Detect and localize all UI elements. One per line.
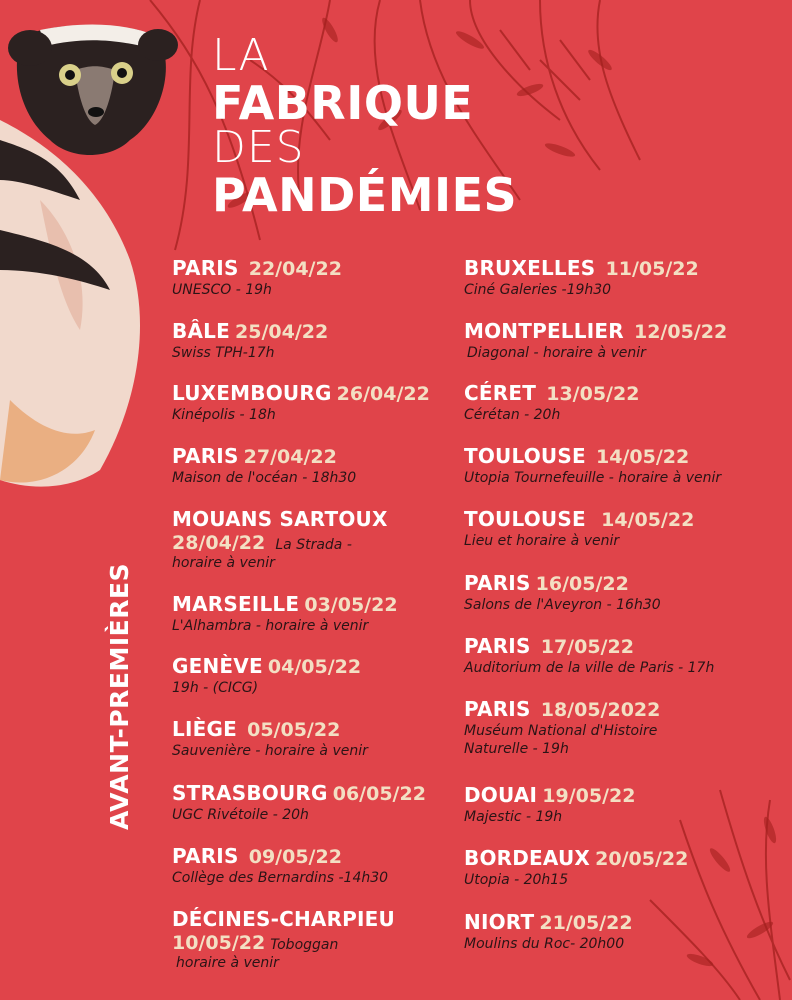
event-date: 13/05/22 [546, 383, 640, 405]
title-line-4: PANDÉMIES [212, 168, 518, 222]
title-line-3: DES [212, 122, 305, 173]
event-date: 16/05/22 [535, 573, 629, 595]
event-date: 25/04/22 [235, 321, 329, 343]
venue-text: Auditorium de la ville de Paris - 17h [464, 660, 715, 676]
venue-text: Collège des Bernardins -14h30 [172, 870, 389, 886]
venue-text: Moulins du Roc- 20h00 [464, 936, 625, 952]
event-date: 22/04/22 [248, 258, 342, 280]
city-name: LIÈGE [172, 717, 237, 741]
list-item [464, 256, 699, 299]
city-name: STRASBOURG [172, 781, 328, 805]
event-date: 14/05/22 [601, 509, 695, 531]
venue-text: Ciné Galeries -19h30 [464, 282, 612, 298]
venue-text: UGC Rivétoile - 20h [172, 807, 309, 823]
venue-text: Diagonal - horaire à venir [467, 345, 646, 361]
title-line-2: FABRIQUE [212, 76, 474, 130]
city-name: DOUAI [464, 783, 538, 807]
venue-text: Lieu et horaire à venir [464, 533, 620, 549]
city-name: CÉRET [464, 381, 537, 405]
city-name: MOUANS SARTOUX [172, 507, 388, 531]
event-date: 18/05/2022 [540, 699, 661, 721]
venue-text: Maison de l'océan - 18h30 [172, 470, 357, 486]
list-item [172, 844, 388, 887]
venue-text: 19h - (CICG) [172, 680, 259, 696]
event-date: 26/04/22 [336, 383, 430, 405]
list-item [464, 319, 727, 362]
list-item [172, 507, 388, 572]
event-date: 20/05/22 [595, 848, 689, 870]
list-item [172, 444, 356, 487]
city-name: BRUXELLES [464, 256, 596, 280]
list-item [464, 846, 688, 889]
list-item [464, 571, 661, 614]
venue-text: Toboggan [270, 937, 339, 953]
list-item [172, 319, 328, 362]
venue-text: Muséum National d'Histoire [464, 723, 658, 739]
list-item [172, 654, 361, 697]
venue-text: UNESCO - 19h [172, 282, 272, 298]
event-date: 21/05/22 [539, 912, 633, 934]
list-item [464, 783, 635, 826]
city-name: PARIS [172, 256, 239, 280]
city-name: MARSEILLE [172, 592, 300, 616]
city-name: TOULOUSE [464, 444, 586, 468]
list-item [464, 910, 633, 953]
list-item [464, 697, 660, 758]
list-item [464, 634, 714, 677]
venue-text: Swiss TPH-17h [172, 345, 275, 361]
city-name: BÂLE [172, 319, 230, 343]
venue-text-2: Naturelle - 19h [464, 741, 569, 757]
event-date: 27/04/22 [243, 446, 337, 468]
event-date: 14/05/22 [596, 446, 690, 468]
side-label: AVANT-PREMIÈRES [105, 562, 134, 830]
venue-text: Kinépolis - 18h [172, 407, 276, 423]
poster-title [212, 30, 518, 222]
city-name: BORDEAUX [464, 846, 591, 870]
city-name: PARIS [464, 571, 531, 595]
venue-text: L'Alhambra - horaire à venir [172, 618, 369, 634]
venue-text: Utopia - 20h15 [464, 872, 569, 888]
list-item [172, 717, 368, 760]
city-name: LUXEMBOURG [172, 381, 332, 405]
event-date: 06/05/22 [332, 783, 426, 805]
city-name: PARIS [464, 634, 531, 658]
event-date: 04/05/22 [267, 656, 362, 678]
event-date: 10/05/22 [172, 932, 266, 954]
city-name: PARIS [172, 444, 239, 468]
list-item [172, 381, 430, 424]
city-name: PARIS [464, 697, 531, 721]
event-date: 11/05/22 [605, 258, 699, 280]
list-item [172, 907, 395, 972]
event-date: 05/05/22 [247, 719, 341, 741]
venue-text: Cérétan - 20h [464, 407, 561, 423]
city-name: MONTPELLIER [464, 319, 624, 343]
list-item [464, 444, 721, 487]
city-name: NIORT [464, 910, 535, 934]
venue-text: La Strada - [275, 537, 352, 553]
event-date: 09/05/22 [248, 846, 342, 868]
list-item [172, 256, 342, 299]
venue-text-2: horaire à venir [172, 555, 275, 571]
list-item [464, 507, 694, 550]
list-item [172, 781, 426, 824]
venue-text: Utopia Tournefeuille - horaire à venir [464, 470, 722, 486]
list-item [464, 381, 639, 424]
event-date: 28/04/22 [172, 532, 266, 554]
event-date: 12/05/22 [633, 321, 728, 343]
venue-text-2: horaire à venir [176, 955, 279, 971]
city-name: PARIS [172, 844, 239, 868]
event-date: 03/05/22 [304, 594, 398, 616]
venue-text: Sauvenière - horaire à venir [172, 743, 368, 759]
event-date: 19/05/22 [542, 785, 636, 807]
title-line-1: LA [212, 30, 270, 81]
city-name: DÉCINES-CHARPIEU [172, 907, 395, 931]
list-item [172, 592, 398, 635]
venue-text: Majestic - 19h [464, 809, 563, 825]
event-date: 17/05/22 [540, 636, 634, 658]
venue-text: Salons de l'Aveyron - 16h30 [464, 597, 661, 613]
city-name: GENÈVE [172, 654, 263, 678]
city-name: TOULOUSE [464, 507, 586, 531]
